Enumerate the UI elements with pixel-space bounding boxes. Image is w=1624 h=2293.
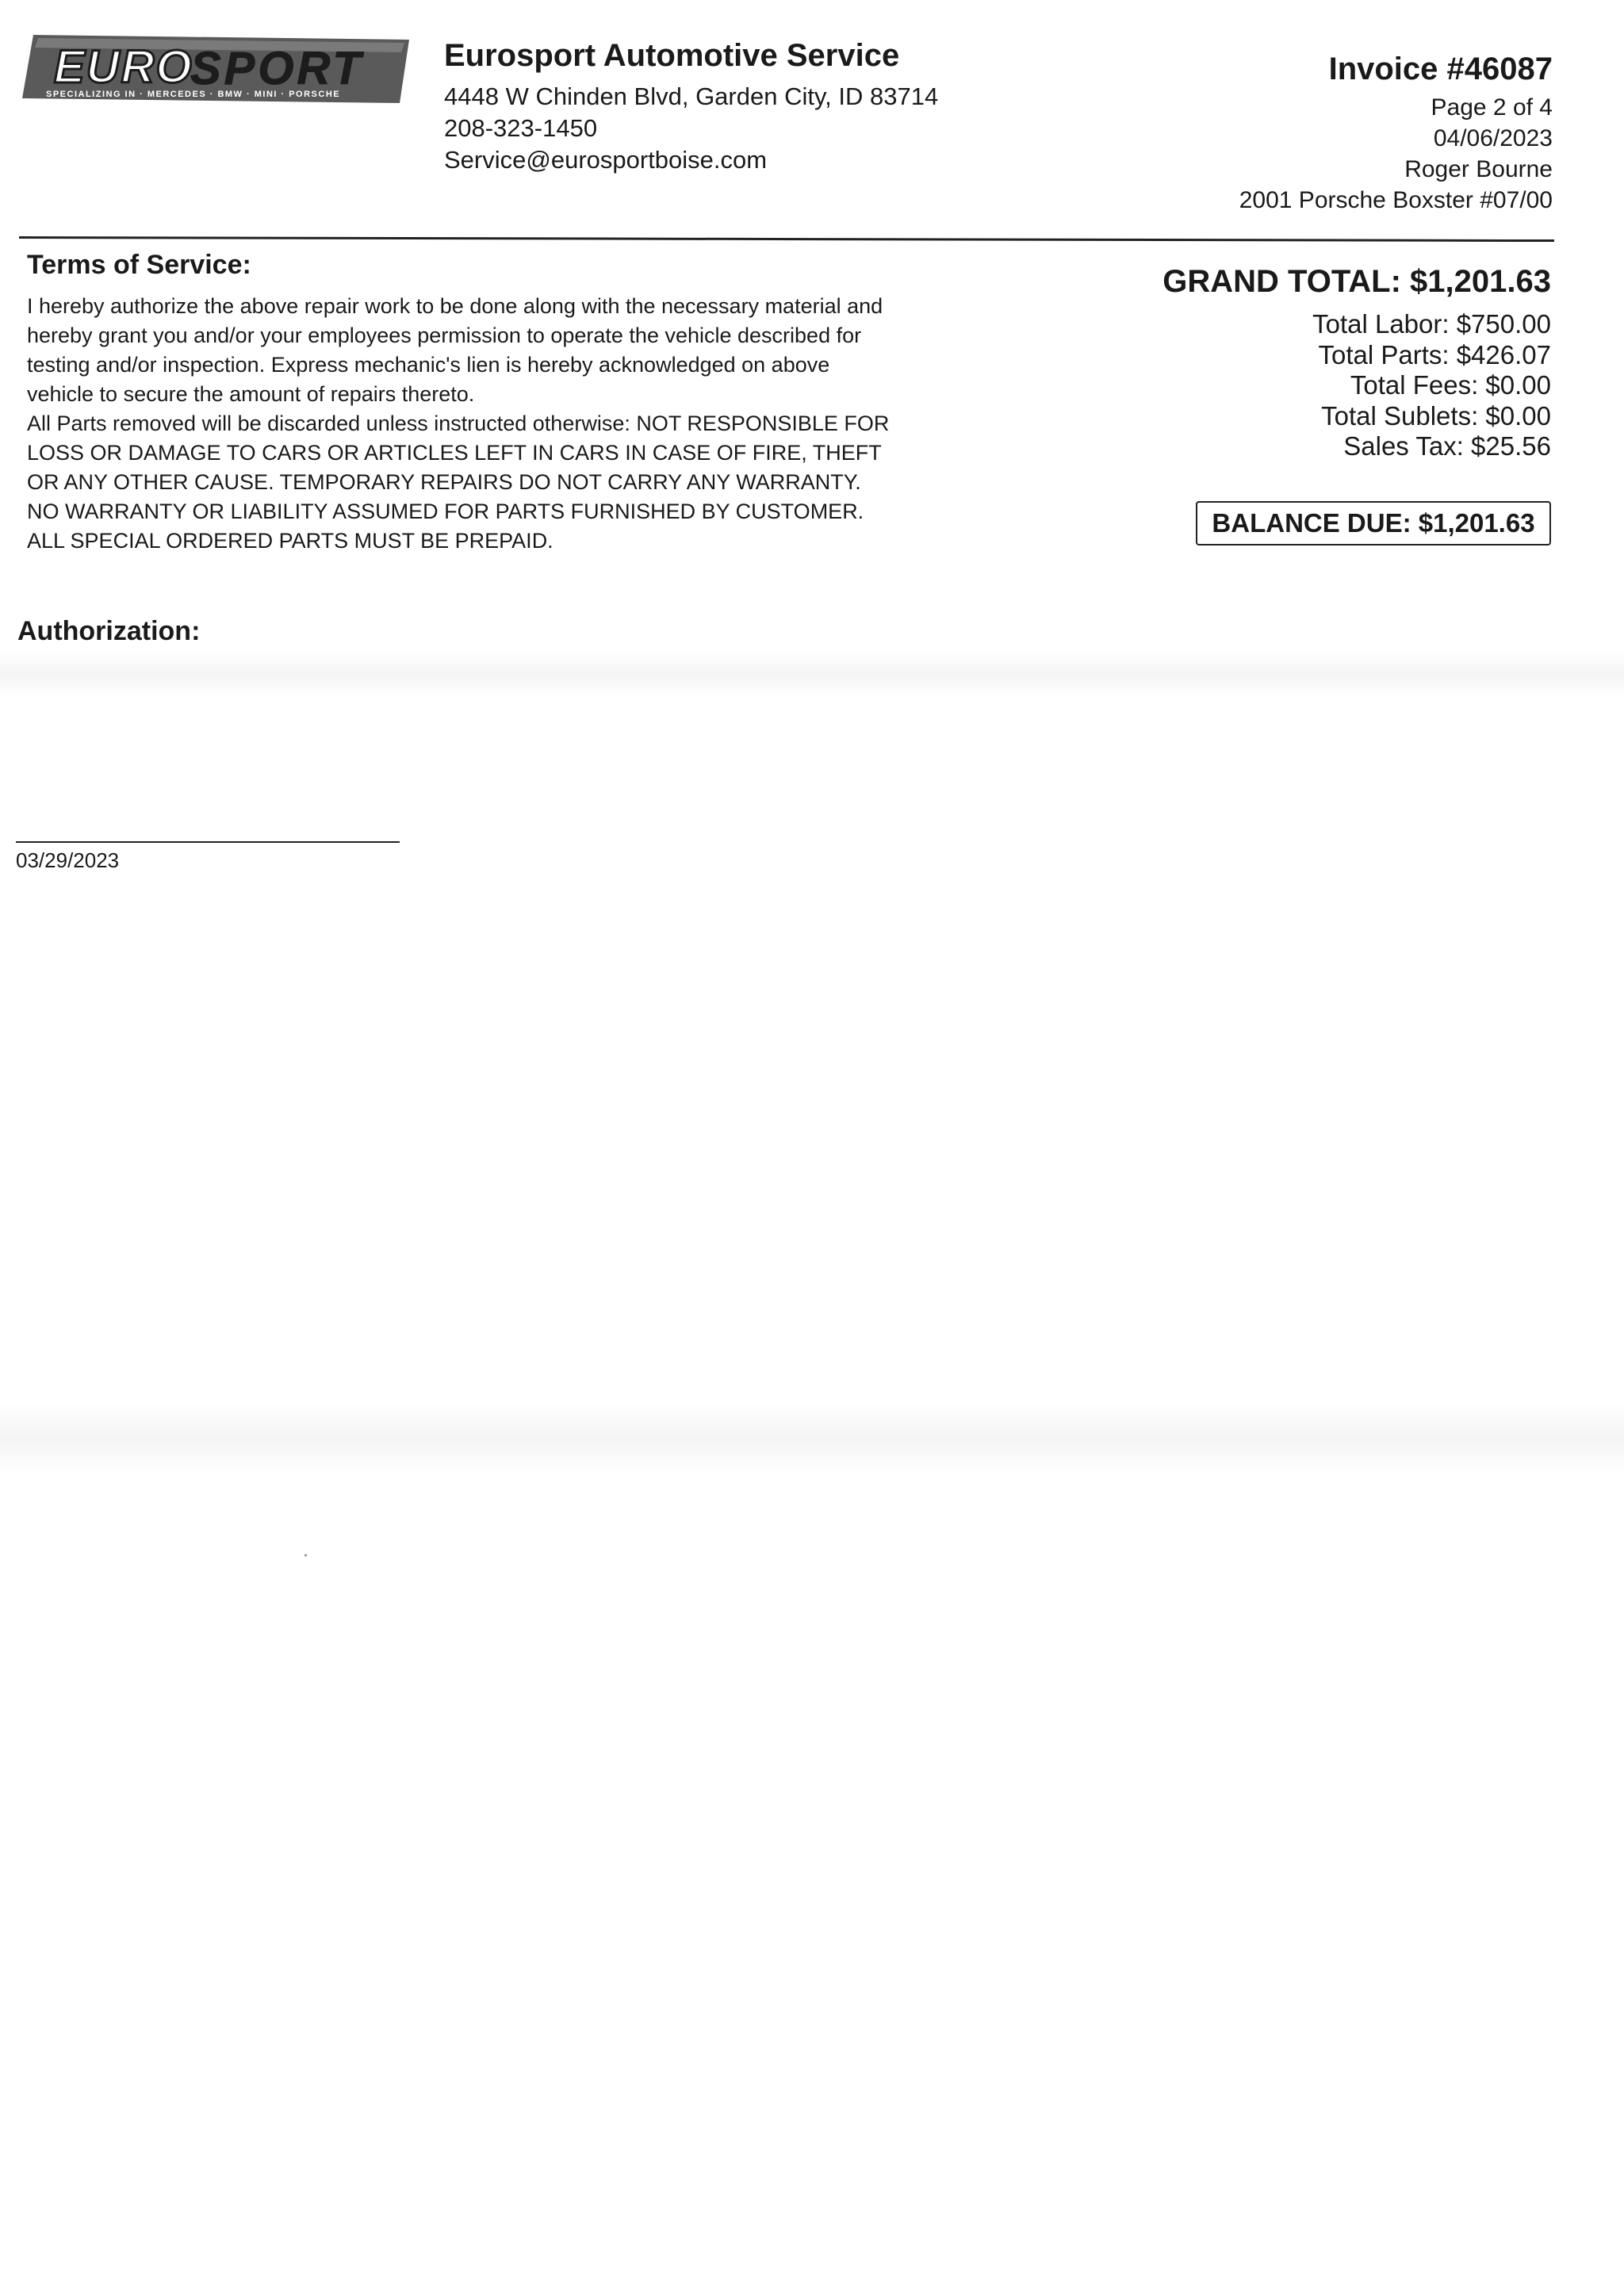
- terms-body: I hereby authorize the above repair work to be done along with the necessary material and hereby grant you and/or your employees permission to operate the vehicle described for testing and/or inspection. Express mechanic's lien is hereby acknowledged on above vehicle to secure the amount of repairs thereto. All Parts removed will be discarded unless instructed otherwise: NOT RESPONSIBLE FOR LOSS OR DAMAGE TO CARS OR ARTICLES LEFT IN CARS IN CASE OF FIRE, THEFT OR ANY OTHER CAUSE. TEMPORARY REPAIRS DO NOT CARRY ANY WARRANTY. NO WARRANTY OR LIABILITY ASSUMED FOR PARTS FURNISHED BY CUSTOMER. ALL SPECIAL ORDERED PARTS MUST BE PREPAID.: [27, 294, 890, 553]
- invoice-info: [998, 49, 1553, 216]
- invoice-number: Invoice #46087: [1328, 52, 1553, 86]
- authorization-heading: Authorization:: [17, 616, 201, 646]
- scan-speck: [304, 1554, 307, 1556]
- company-phone: 208-323-1450: [444, 114, 598, 142]
- logo-word-euro: EURO: [54, 41, 193, 93]
- terms-heading: Terms of Service:: [27, 250, 251, 280]
- header-divider: [19, 236, 1554, 242]
- customer-name: Roger Bourne: [1404, 156, 1553, 182]
- logo-tagline: SPECIALIZING IN · MERCEDES · BMW · MINI · PORSCHE: [46, 90, 341, 99]
- company-name: Eurosport Automotive Service: [444, 38, 900, 73]
- signature-line: [16, 841, 400, 843]
- total-sublets: Total Sublets: $0.00: [1321, 400, 1551, 431]
- invoice-page: Page 2 of 4: [1431, 94, 1553, 121]
- eurosport-logo: [22, 35, 409, 103]
- total-parts: Total Parts: $426.07: [1318, 339, 1551, 369]
- invoice-date: 04/06/2023: [1433, 125, 1553, 151]
- scan-artifact: [0, 1403, 1624, 1475]
- terms-of-service: [27, 247, 899, 556]
- totals-summary: [996, 262, 1551, 462]
- total-fees: Total Fees: $0.00: [1350, 370, 1551, 400]
- vehicle-description: 2001 Porsche Boxster #07/00: [1239, 187, 1553, 213]
- company-email: Service@eurosportboise.com: [444, 146, 768, 174]
- company-info: [444, 35, 999, 176]
- logo-word-sport: SPORT: [190, 43, 364, 94]
- logo-graphic: [22, 35, 409, 103]
- company-address: 4448 W Chinden Blvd, Garden City, ID 83714: [444, 82, 939, 110]
- grand-total: GRAND TOTAL: $1,201.63: [1162, 264, 1551, 299]
- balance-due: BALANCE DUE: $1,201.63: [1196, 501, 1551, 545]
- total-labor: Total Labor: $750.00: [1312, 309, 1551, 339]
- scan-artifact: [0, 650, 1624, 698]
- authorization-date: 03/29/2023: [16, 848, 120, 872]
- sales-tax: Sales Tax: $25.56: [1343, 431, 1551, 461]
